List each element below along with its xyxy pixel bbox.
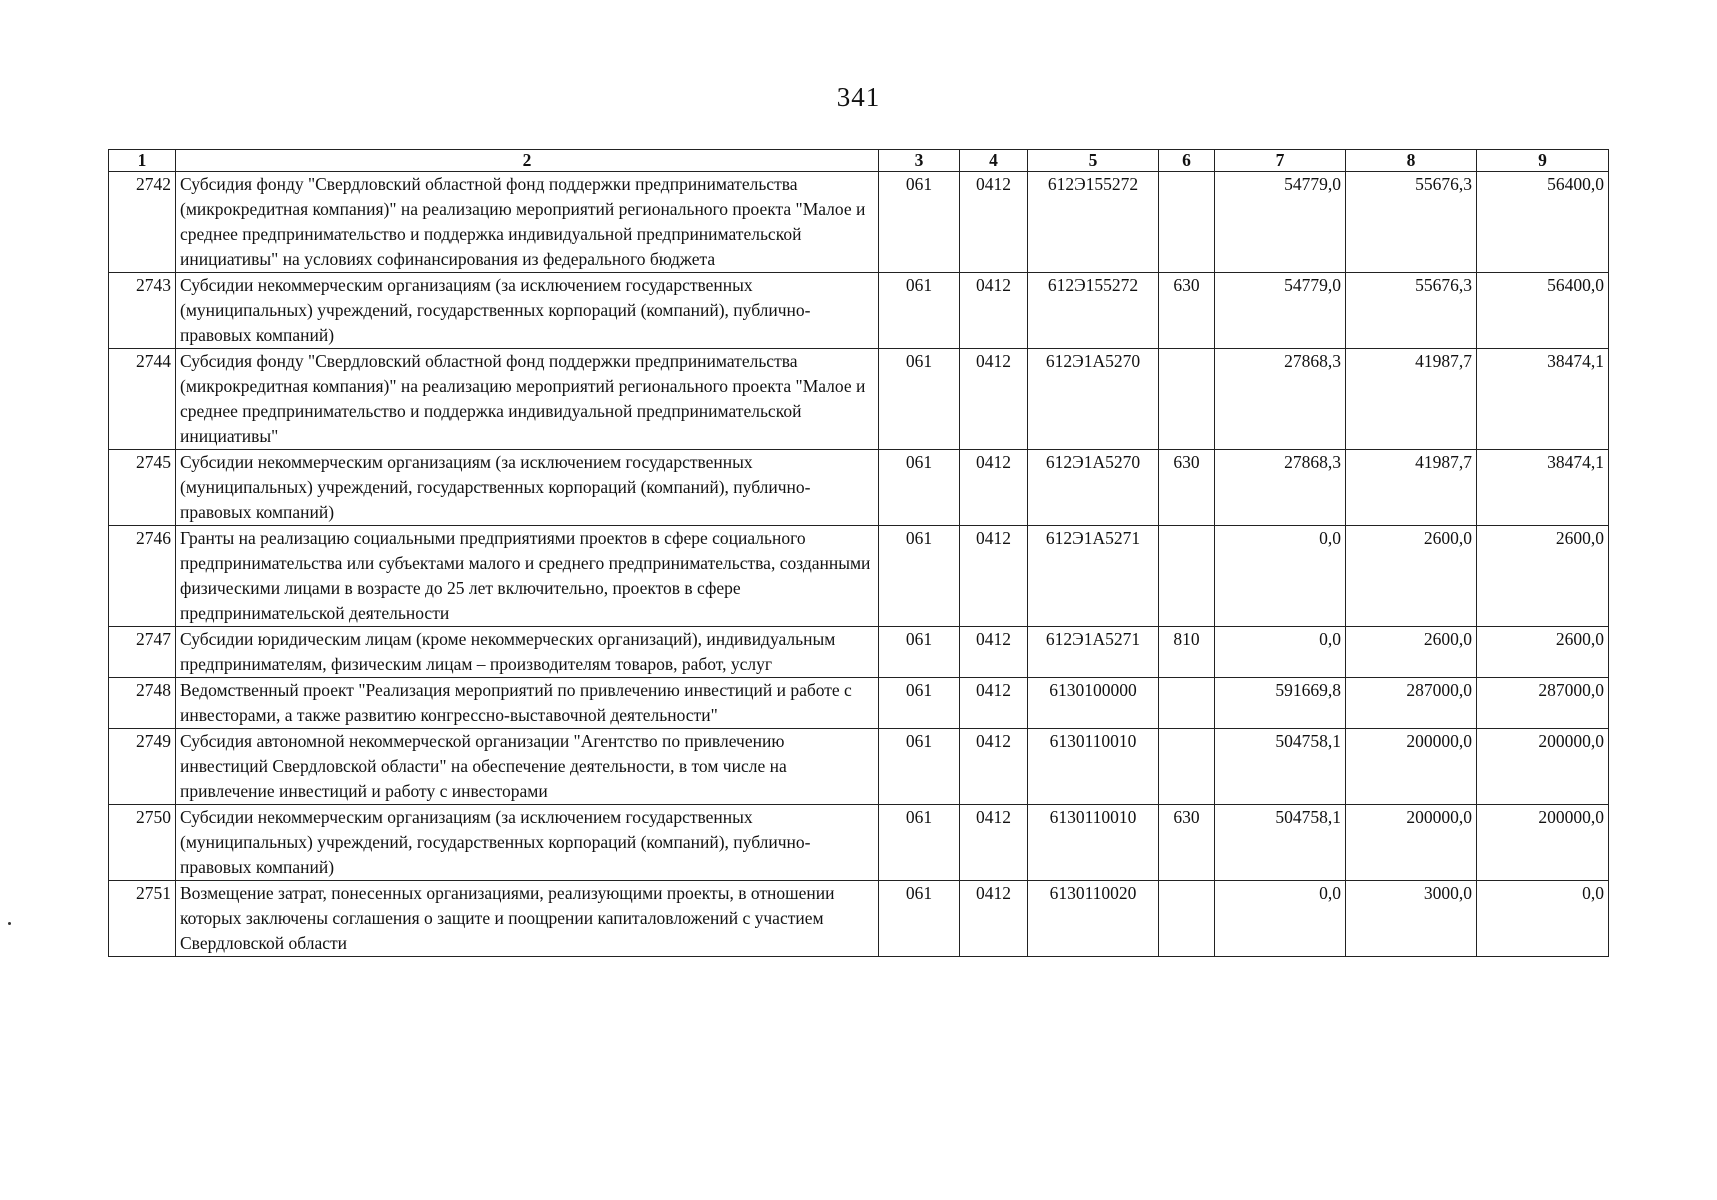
column-header: 3 <box>879 150 960 172</box>
amount-col8-cell: 3000,0 <box>1346 881 1477 957</box>
table-row <box>109 627 1609 678</box>
department-code-cell: 061 <box>879 273 960 349</box>
amount-col8-cell: 55676,3 <box>1346 273 1477 349</box>
table-row <box>109 450 1609 526</box>
amount-col9-cell: 287000,0 <box>1477 678 1609 729</box>
row-number-cell: 2742 <box>109 172 176 273</box>
description-cell: Возмещение затрат, понесенных организациями, реализующими проекты, в отношении которых заключены соглашения о защите и поощрении капиталовложений с участием Свердловской области <box>176 881 879 957</box>
amount-col8-cell: 287000,0 <box>1346 678 1477 729</box>
amount-col7-cell: 0,0 <box>1215 526 1346 627</box>
table-row <box>109 805 1609 881</box>
column-header: 4 <box>960 150 1028 172</box>
expense-type-cell: 630 <box>1159 805 1215 881</box>
row-number-cell: 2751 <box>109 881 176 957</box>
section-code-cell: 0412 <box>960 805 1028 881</box>
amount-col8-cell: 41987,7 <box>1346 450 1477 526</box>
section-code-cell: 0412 <box>960 450 1028 526</box>
amount-col9-cell: 56400,0 <box>1477 273 1609 349</box>
table-row <box>109 349 1609 450</box>
expense-type-cell <box>1159 729 1215 805</box>
department-code-cell: 061 <box>879 805 960 881</box>
column-header: 5 <box>1028 150 1159 172</box>
amount-col8-cell: 41987,7 <box>1346 349 1477 450</box>
section-code-cell: 0412 <box>960 678 1028 729</box>
target-article-cell: 612Э1А5270 <box>1028 349 1159 450</box>
section-code-cell: 0412 <box>960 627 1028 678</box>
row-number-cell: 2743 <box>109 273 176 349</box>
section-code-cell: 0412 <box>960 729 1028 805</box>
amount-col8-cell: 2600,0 <box>1346 627 1477 678</box>
expense-type-cell <box>1159 172 1215 273</box>
amount-col9-cell: 2600,0 <box>1477 627 1609 678</box>
amount-col9-cell: 38474,1 <box>1477 349 1609 450</box>
column-header: 9 <box>1477 150 1609 172</box>
department-code-cell: 061 <box>879 450 960 526</box>
row-number-cell: 2746 <box>109 526 176 627</box>
expense-type-cell <box>1159 881 1215 957</box>
amount-col7-cell: 0,0 <box>1215 627 1346 678</box>
expense-type-cell <box>1159 678 1215 729</box>
amount-col8-cell: 2600,0 <box>1346 526 1477 627</box>
target-article-cell: 612Э1А5271 <box>1028 526 1159 627</box>
expense-type-cell <box>1159 349 1215 450</box>
section-code-cell: 0412 <box>960 349 1028 450</box>
description-cell: Субсидия автономной некоммерческой организации "Агентство по привлечению инвестиций Свердловской области" на обеспечение деятельности, в том числе на привлечение инвестиций и работу с инвесторами <box>176 729 879 805</box>
amount-col7-cell: 591669,8 <box>1215 678 1346 729</box>
department-code-cell: 061 <box>879 627 960 678</box>
amount-col9-cell: 200000,0 <box>1477 805 1609 881</box>
description-cell: Субсидии некоммерческим организациям (за исключением государственных (муниципальных) учреждений, государственных корпораций (компаний), публично-правовых компаний) <box>176 450 879 526</box>
description-cell: Субсидии юридическим лицам (кроме некоммерческих организаций), индивидуальным предпринимателям, физическим лицам – производителям товаров, работ, услуг <box>176 627 879 678</box>
description-cell: Ведомственный проект "Реализация мероприятий по привлечению инвестиций и работе с инвесторами, а также развитию конгрессно-выставочной деятельности" <box>176 678 879 729</box>
amount-col7-cell: 27868,3 <box>1215 450 1346 526</box>
page-number: 341 <box>836 82 881 112</box>
amount-col9-cell: 56400,0 <box>1477 172 1609 273</box>
header-row <box>109 150 1609 172</box>
amount-col7-cell: 504758,1 <box>1215 729 1346 805</box>
amount-col9-cell: 0,0 <box>1477 881 1609 957</box>
column-header: 2 <box>176 150 879 172</box>
amount-col8-cell: 200000,0 <box>1346 805 1477 881</box>
expense-type-cell: 630 <box>1159 450 1215 526</box>
row-number-cell: 2744 <box>109 349 176 450</box>
amount-col7-cell: 54779,0 <box>1215 273 1346 349</box>
amount-col7-cell: 27868,3 <box>1215 349 1346 450</box>
row-number-cell: 2745 <box>109 450 176 526</box>
table-body <box>109 172 1609 957</box>
column-header: 8 <box>1346 150 1477 172</box>
table-row <box>109 729 1609 805</box>
target-article-cell: 6130110010 <box>1028 729 1159 805</box>
amount-col7-cell: 0,0 <box>1215 881 1346 957</box>
section-code-cell: 0412 <box>960 881 1028 957</box>
department-code-cell: 061 <box>879 678 960 729</box>
table-row <box>109 172 1609 273</box>
target-article-cell: 612Э155272 <box>1028 273 1159 349</box>
department-code-cell: 061 <box>879 172 960 273</box>
target-article-cell: 612Э1А5271 <box>1028 627 1159 678</box>
column-header: 7 <box>1215 150 1346 172</box>
amount-col9-cell: 38474,1 <box>1477 450 1609 526</box>
table-row <box>109 881 1609 957</box>
description-cell: Гранты на реализацию социальными предприятиями проектов в сфере социального предпринимательства или субъектами малого и среднего предпринимательства, созданными физическими лицами в возрасте до 25 лет включительно, проектов в сфере предпринимательской деятельности <box>176 526 879 627</box>
section-code-cell: 0412 <box>960 526 1028 627</box>
expense-type-cell <box>1159 526 1215 627</box>
target-article-cell: 6130110010 <box>1028 805 1159 881</box>
section-code-cell: 0412 <box>960 172 1028 273</box>
description-cell: Субсидия фонду "Свердловский областной фонд поддержки предпринимательства (микрокредитная компания)" на реализацию мероприятий регионального проекта "Малое и среднее предпринимательство и поддержка индивидуальной предпринимательской инициативы" <box>176 349 879 450</box>
department-code-cell: 061 <box>879 349 960 450</box>
table-row <box>109 526 1609 627</box>
column-header: 6 <box>1159 150 1215 172</box>
amount-col9-cell: 2600,0 <box>1477 526 1609 627</box>
amount-col9-cell: 200000,0 <box>1477 729 1609 805</box>
target-article-cell: 6130110020 <box>1028 881 1159 957</box>
target-article-cell: 6130100000 <box>1028 678 1159 729</box>
column-header: 1 <box>109 150 176 172</box>
expense-type-cell: 810 <box>1159 627 1215 678</box>
department-code-cell: 061 <box>879 729 960 805</box>
description-cell: Субсидия фонду "Свердловский областной фонд поддержки предпринимательства (микрокредитная компания)" на реализацию мероприятий регионального проекта "Малое и среднее предпринимательство и поддержка индивидуальной предпринимательской инициативы" на условиях софинансирования из федерального бюджета <box>176 172 879 273</box>
description-cell: Субсидии некоммерческим организациям (за исключением государственных (муниципальных) учреждений, государственных корпораций (компаний), публично-правовых компаний) <box>176 273 879 349</box>
row-number-cell: 2750 <box>109 805 176 881</box>
amount-col7-cell: 54779,0 <box>1215 172 1346 273</box>
scan-artifact-dot <box>8 922 11 925</box>
amount-col8-cell: 200000,0 <box>1346 729 1477 805</box>
description-cell: Субсидии некоммерческим организациям (за исключением государственных (муниципальных) учреждений, государственных корпораций (компаний), публично-правовых компаний) <box>176 805 879 881</box>
department-code-cell: 061 <box>879 526 960 627</box>
table-row <box>109 678 1609 729</box>
expense-type-cell: 630 <box>1159 273 1215 349</box>
department-code-cell: 061 <box>879 881 960 957</box>
target-article-cell: 612Э155272 <box>1028 172 1159 273</box>
row-number-cell: 2748 <box>109 678 176 729</box>
section-code-cell: 0412 <box>960 273 1028 349</box>
budget-table <box>108 149 1609 957</box>
row-number-cell: 2747 <box>109 627 176 678</box>
target-article-cell: 612Э1А5270 <box>1028 450 1159 526</box>
amount-col7-cell: 504758,1 <box>1215 805 1346 881</box>
amount-col8-cell: 55676,3 <box>1346 172 1477 273</box>
row-number-cell: 2749 <box>109 729 176 805</box>
table-row <box>109 273 1609 349</box>
